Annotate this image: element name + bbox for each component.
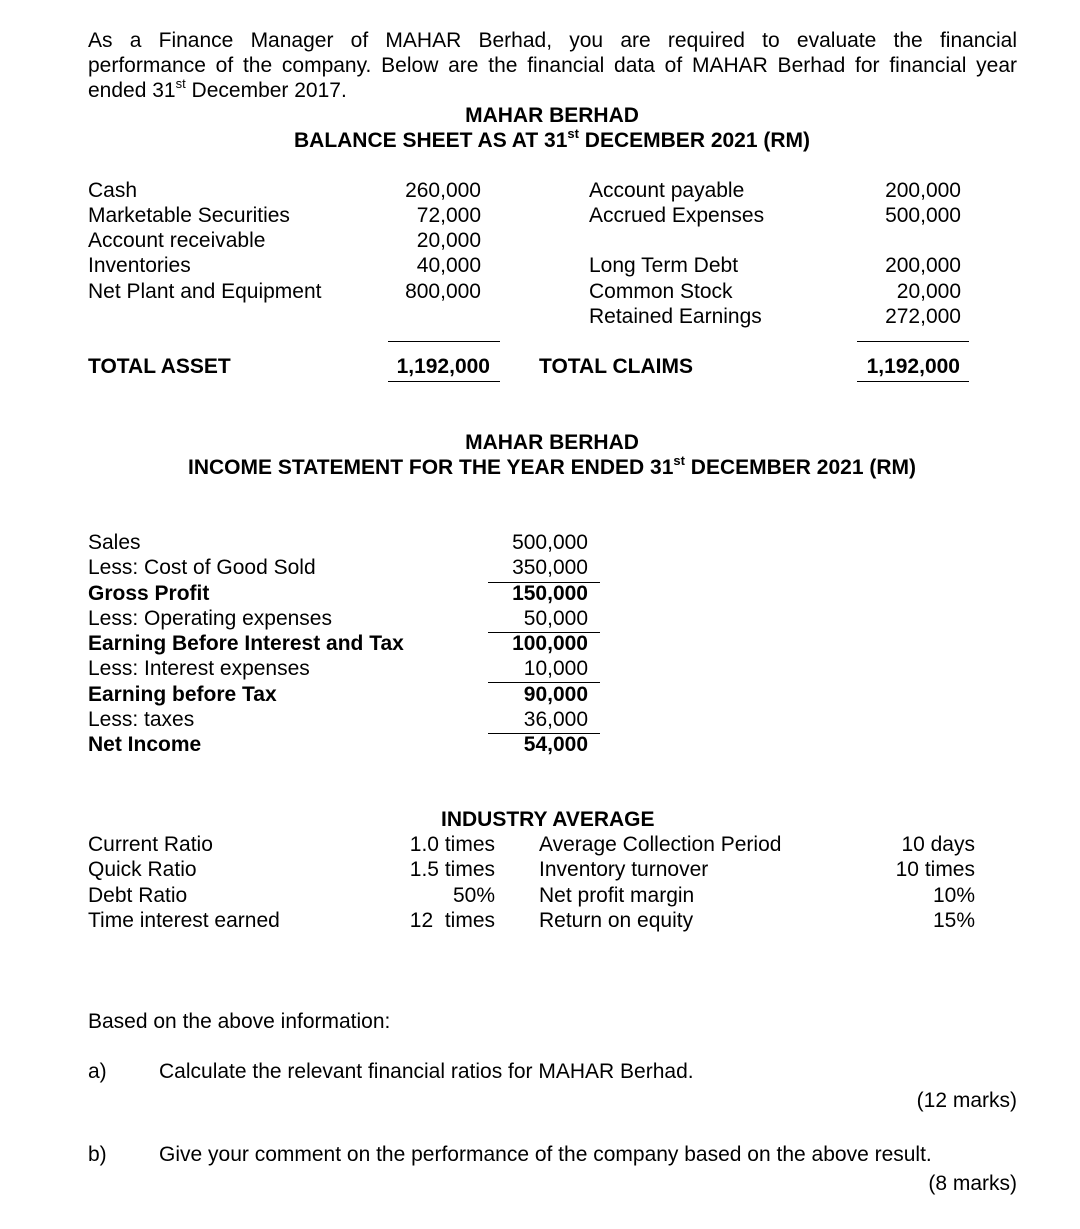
intro-line-3-sup: st: [175, 76, 186, 91]
is-label-taxes: Less: taxes: [88, 708, 195, 731]
total-claims-rule-top: [857, 341, 969, 342]
balance-sheet-company: MAHAR BERHAD: [465, 104, 639, 127]
asset-value-inventories: 40,000: [416, 254, 481, 277]
question-a-label: a): [88, 1060, 107, 1083]
intro-line-3: [88, 78, 1017, 103]
claim-value-retained-earnings: 272,000: [885, 305, 961, 328]
is-value-sales: 500,000: [512, 531, 588, 554]
is-value-net-income: 54,000: [523, 733, 588, 756]
total-asset-rule-top: [388, 341, 500, 342]
ind-label-net-profit-margin: Net profit margin: [539, 884, 695, 907]
ind-label-quick-ratio: Quick Ratio: [88, 858, 197, 881]
asset-label-net-plant: Net Plant and Equipment: [88, 280, 322, 303]
total-claims-label: TOTAL CLAIMS: [539, 355, 693, 378]
income-statement-title: [0, 455, 1080, 480]
is-title-sup: st: [673, 453, 685, 468]
question-b-text: Give your comment on the performance of the company based on the above result.: [159, 1143, 932, 1166]
is-title-pre: INCOME STATEMENT FOR THE YEAR ENDED 31: [188, 456, 674, 479]
ind-value-avg-collection-period: 10 days: [901, 833, 975, 856]
is-value-gross-profit: 150,000: [512, 582, 588, 605]
is-value-ebit: 100,000: [512, 632, 588, 655]
ind-value-net-profit-margin: 10%: [932, 884, 975, 907]
is-title-post: DECEMBER 2021 (RM): [684, 456, 916, 479]
total-claims-rule-bottom: [857, 381, 969, 382]
is-value-taxes: 36,000: [523, 708, 588, 731]
total-asset-label: TOTAL ASSET: [88, 355, 231, 378]
is-value-cogs: 350,000: [512, 556, 588, 579]
intro-line-3-post: December 2017.: [185, 79, 347, 102]
asset-value-account-receivable: 20,000: [416, 229, 481, 252]
ind-value-return-on-equity: 15%: [932, 909, 975, 932]
ind-label-avg-collection-period: Average Collection Period: [539, 833, 782, 856]
asset-value-net-plant: 800,000: [405, 280, 481, 303]
ind-value-current-ratio: 1.0 times: [409, 833, 495, 856]
claim-label-retained-earnings: Retained Earnings: [589, 305, 762, 328]
balance-sheet-title: [0, 128, 1080, 153]
claim-label-long-term-debt: Long Term Debt: [589, 254, 739, 277]
ind-value-inventory-turnover: 10 times: [895, 858, 975, 881]
intro-paragraph: [88, 28, 1017, 103]
intro-line-1: As a Finance Manager of MAHAR Berhad, you are required to evaluate the financial: [88, 29, 1017, 52]
bs-title-post: DECEMBER 2021 (RM): [578, 129, 811, 152]
claim-label-account-payable: Account payable: [589, 179, 745, 202]
is-label-interest-expenses: Less: Interest expenses: [88, 657, 310, 680]
income-statement-company: MAHAR BERHAD: [465, 431, 639, 454]
is-label-sales: Sales: [88, 531, 141, 554]
questions-lead: Based on the above information:: [88, 1010, 391, 1033]
total-claims-value: 1,192,000: [866, 355, 960, 378]
question-b-marks: (8 marks): [928, 1172, 1017, 1195]
is-label-ebit: Earning Before Interest and Tax: [88, 632, 404, 655]
is-value-interest-expenses: 10,000: [523, 657, 588, 680]
bs-title-pre: BALANCE SHEET AS AT 31: [293, 129, 568, 152]
claim-value-common-stock: 20,000: [896, 280, 961, 303]
is-label-operating-expenses: Less: Operating expenses: [88, 607, 332, 630]
asset-label-cash: Cash: [88, 179, 138, 202]
asset-value-cash: 260,000: [405, 179, 481, 202]
question-a-marks: (12 marks): [916, 1089, 1017, 1112]
intro-line-3-pre: ended 31: [88, 79, 176, 102]
ind-label-times-interest-earned: Time interest earned: [88, 909, 280, 932]
ind-label-debt-ratio: Debt Ratio: [88, 884, 188, 907]
intro-line-2: performance of the company. Below are the financial data of MAHAR Berhad for financial year: [88, 54, 1017, 77]
asset-label-account-receivable: Account receivable: [88, 229, 266, 252]
question-b-label: b): [88, 1143, 107, 1166]
ind-value-quick-ratio: 1.5 times: [409, 858, 495, 881]
claim-label-accrued-expenses: Accrued Expenses: [589, 204, 765, 227]
ind-label-inventory-turnover: Inventory turnover: [539, 858, 709, 881]
claim-value-long-term-debt: 200,000: [885, 254, 961, 277]
claim-value-account-payable: 200,000: [885, 179, 961, 202]
total-asset-value: 1,192,000: [396, 355, 490, 378]
claim-label-common-stock: Common Stock: [589, 280, 733, 303]
is-label-gross-profit: Gross Profit: [88, 582, 210, 605]
ind-label-return-on-equity: Return on equity: [539, 909, 694, 932]
is-label-cogs: Less: Cost of Good Sold: [88, 556, 316, 579]
is-value-operating-expenses: 50,000: [523, 607, 588, 630]
ind-label-current-ratio: Current Ratio: [88, 833, 213, 856]
ind-value-times-interest-earned: 12 times: [409, 909, 495, 932]
is-value-ebt: 90,000: [523, 683, 588, 706]
asset-value-marketable-securities: 72,000: [416, 204, 481, 227]
asset-label-inventories: Inventories: [88, 254, 191, 277]
asset-label-marketable-securities: Marketable Securities: [88, 204, 290, 227]
question-a-text: Calculate the relevant financial ratios for MAHAR Berhad.: [159, 1060, 694, 1083]
is-label-ebt: Earning before Tax: [88, 683, 277, 706]
ind-value-debt-ratio: 50%: [452, 884, 495, 907]
is-label-net-income: Net Income: [88, 733, 202, 756]
industry-average-title: INDUSTRY AVERAGE: [441, 808, 655, 831]
claim-value-accrued-expenses: 500,000: [885, 204, 961, 227]
total-asset-rule-bottom: [388, 381, 500, 382]
bs-title-sup: st: [567, 126, 579, 141]
